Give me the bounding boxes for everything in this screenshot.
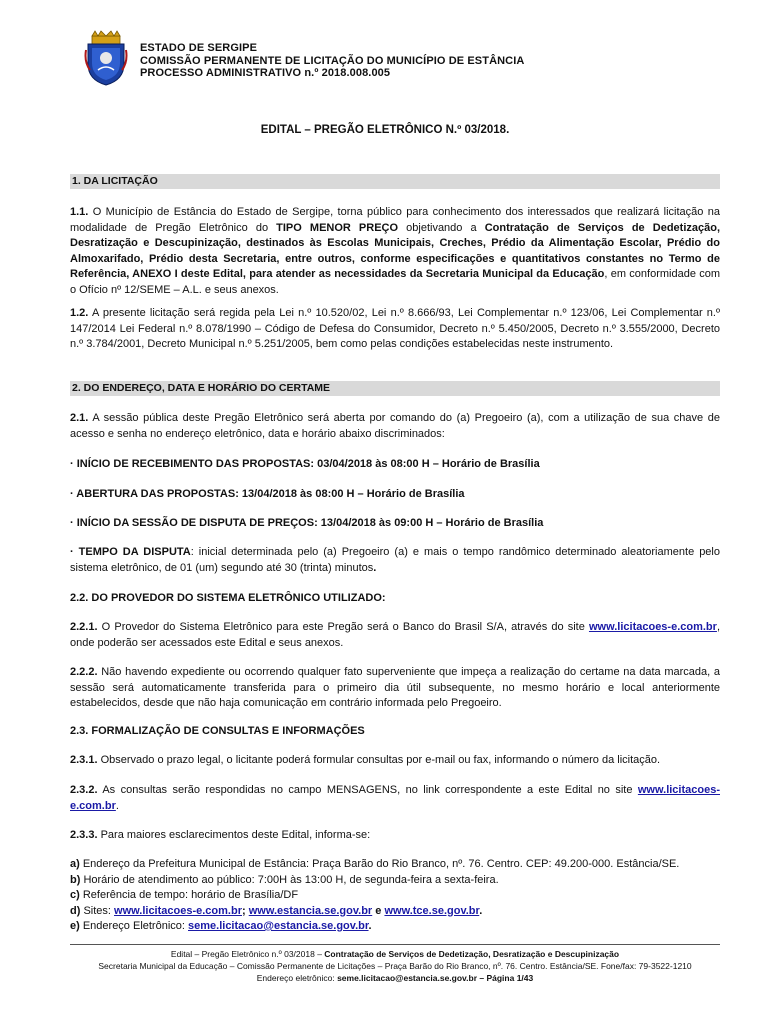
clause-text: A sessão pública deste Pregão Eletrônico será aberta por comando do (a) Pregoeiro (a), com a utilização de sua chave de acesso e senha no endereço eletrônico, data e horário abaixo discriminados: <box>70 412 720 440</box>
clause-number: 2.1. <box>70 412 89 424</box>
clause-bold: Contratação de Serviços de Dedetização, Desratização e Descupinização, destinados às Escolas Municipais, Creches, Prédio da Alimentação Escolar, Prédio do Almoxarifado, Prédio desta Secretaria, entre outros, conforme especificações e quantitativos constantes no Termo de Referência, ANEXO I deste Edital, para atender as necessidades da Secretaria Municipal da Educação <box>70 221 721 280</box>
clause-number: 2.3.1. <box>70 754 98 766</box>
clause-text: A presente licitação será regida pela Lei n.º 10.520/02, Lei n.º 8.666/93, Lei Complementar n.º 123/06, Lei Complementar n.º 147/2014 Lei Federal n.º 8.078/1990 – Código de Defesa do Consumidor, Decreto n.º 5.450/2005, Decreto n.º 3.555/2000, Decreto n.º 3.784/2001, Decreto Municipal n.º 5.251/2005, bem como pelas condições estabelecidas neste instrumento. <box>70 307 720 350</box>
info-item-hours <box>70 873 720 889</box>
header-commission: COMISSÃO PERMANENTE DE LICITAÇÃO DO MUNICÍPIO DE ESTÂNCIA <box>140 54 525 67</box>
clause-text: Observado o prazo legal, o licitante poderá formular consultas por e-mail ou fax, informando o número da licitação. <box>97 754 661 766</box>
estancia-site-link[interactable]: www.estancia.se.gov.br <box>248 904 373 917</box>
paragraph-2-3-3 <box>70 828 720 844</box>
item-key: c) <box>70 889 80 901</box>
header-state: ESTADO DE SERGIPE <box>140 42 258 54</box>
item-key: b) <box>70 873 81 886</box>
licitacoes-link[interactable]: www.licitacoes-e.com.br <box>588 621 717 633</box>
clause-number: 2.3.2. <box>70 784 98 796</box>
clause-text: , em conformidade com o Ofício nº 12/SEME – A.L. e seus anexos. <box>70 268 720 296</box>
item-text: Referência de tempo: horário de Brasília/DF <box>79 889 299 901</box>
tce-site-link[interactable]: www.tce.se.gov.br <box>384 904 480 917</box>
item-sep: e <box>372 904 385 917</box>
info-item-address <box>70 857 720 873</box>
section-heading-1: 1. DA LICITAÇÃO <box>70 174 720 189</box>
paragraph-1-2 <box>70 306 720 353</box>
schedule-item <box>70 457 720 473</box>
paragraph-2-2-1 <box>70 620 720 651</box>
licitacoes-link[interactable]: www.licitacoes-e.com.br <box>114 904 242 917</box>
item-sep: . <box>479 904 483 917</box>
clause-text: O Provedor do Sistema Eletrônico para este Pregão será o Banco do Brasil S/A, através do site <box>97 621 589 633</box>
clause-number: 2.2.1. <box>70 621 98 633</box>
licitacoes-link[interactable]: www.licitacoes-e.com.br <box>70 784 720 812</box>
info-item-sites <box>70 904 720 920</box>
document-title: EDITAL – PREGÃO ELETRÔNICO N.º 03/2018. <box>260 124 510 136</box>
schedule-text: · ABERTURA DAS PROPOSTAS: 13/04/2018 às 08:00 H – Horário de Brasília <box>70 488 465 500</box>
page-footer <box>70 944 720 984</box>
item-key: e) <box>70 920 80 932</box>
item-text: Sites: <box>80 904 115 917</box>
footer-text: Endereço eletrônico: <box>256 973 338 983</box>
schedule-text: : inicial determinada pelo (a) Pregoeiro (a) e mais o tempo randômico determinado aleatoriamente pelo sistema eletrônico, de 01 (um) segundo até 30 (trinta) minutos <box>70 546 720 574</box>
subsection-heading-2-2 <box>70 591 720 607</box>
item-key: a) <box>70 858 80 870</box>
footer-bold: seme.licitacao@estancia.se.gov.br – Página 1/43 <box>337 973 534 983</box>
schedule-text: · INÍCIO DE RECEBIMENTO DAS PROPOSTAS: 03/04/2018 às 08:00 H – Horário de Brasília <box>70 458 540 470</box>
clause-text: , onde poderão ser acessados este Edital e seus anexos. <box>70 621 720 649</box>
clause-text: . <box>115 799 119 812</box>
clause-bold: TIPO MENOR PREÇO <box>276 221 399 234</box>
email-link[interactable]: seme.licitacao@estancia.se.gov.br <box>188 920 369 932</box>
heading-text: 2.2. DO PROVEDOR DO SISTEMA ELETRÔNICO UTILIZADO: <box>70 592 386 604</box>
subsection-heading-2-3 <box>70 724 720 740</box>
footer-text: Edital – Pregão Eletrônico n.º 03/2018 – <box>170 949 325 959</box>
item-key: d) <box>70 904 81 917</box>
header-process: PROCESSO ADMINISTRATIVO n.º 2018.008.005 <box>140 67 391 79</box>
clause-text: O Município de Estância do Estado de Sergipe, torna público para conhecimento dos interessados que realizará licitação na modalidade de Pregão Eletrônico do <box>70 206 720 234</box>
heading-text: 2.3. FORMALIZAÇÃO DE CONSULTAS E INFORMAÇÕES <box>70 725 365 737</box>
municipal-crest-logo <box>84 30 128 86</box>
paragraph-2-1 <box>70 411 720 442</box>
item-sep: . <box>368 920 372 932</box>
paragraph-2-3-2 <box>70 783 720 814</box>
section-heading-2: 2. DO ENDEREÇO, DATA E HORÁRIO DO CERTAME <box>70 381 720 396</box>
footer-line-2: Secretaria Municipal da Educação – Comissão Permanente de Licitações – Praça Barão do Rio Branco, nº. 76. Centro. Estância/SE. Fone/fax: 79-3522-1210 <box>98 961 692 971</box>
schedule-punct: . <box>373 561 377 574</box>
document-header <box>140 42 524 80</box>
item-text: Horário de atendimento ao público: 7:00H às 13:00 H, de segunda-feira a sexta-feira. <box>80 873 499 886</box>
item-text: Endereço Eletrônico: <box>79 920 189 932</box>
info-item-time-reference <box>70 888 720 904</box>
schedule-item-dispute-time <box>70 545 720 576</box>
footer-bold: Contratação de Serviços de Dedetização, Desratização e Descupinização <box>324 949 620 959</box>
info-item-email <box>70 919 720 935</box>
paragraph-2-3-1 <box>70 753 720 769</box>
footer-line-3 <box>70 972 720 984</box>
clause-text: As consultas serão respondidas no campo MENSAGENS, no link correspondente a este Edital no site <box>97 784 638 796</box>
info-list <box>70 857 720 935</box>
paragraph-1-1 <box>70 205 720 298</box>
clause-text: Para maiores esclarecimentos deste Edital, informa-se: <box>97 829 371 841</box>
clause-number: 1.2. <box>70 307 89 319</box>
clause-number: 1.1. <box>70 206 89 218</box>
clause-number: 2.3.3. <box>70 829 98 841</box>
schedule-text: · INÍCIO DA SESSÃO DE DISPUTA DE PREÇOS: 13/04/2018 às 09:00 H – Horário de Brasília <box>70 517 544 529</box>
schedule-item <box>70 487 720 503</box>
item-text: Endereço da Prefeitura Municipal de Estância: Praça Barão do Rio Branco, nº. 76. Centro. CEP: 49.200-000. Estância/SE. <box>79 858 680 870</box>
item-sep: ; <box>241 904 249 917</box>
schedule-item <box>70 516 720 532</box>
paragraph-2-2-2 <box>70 665 720 712</box>
schedule-label: · TEMPO DA DISPUTA <box>70 546 191 558</box>
clause-number: 2.2.2. <box>70 666 98 678</box>
clause-text: Não havendo expediente ou ocorrendo qualquer fato superveniente que impeça a realização do certame na data marcada, a sessão será automaticamente transferida para o primeiro dia útil subsequente, no mesmo horário e local anteriormente estabelecidos, desde que não haja comunicação em contrário informada pelo Pregoeiro. <box>70 666 720 709</box>
clause-text: objetivando a <box>398 221 485 234</box>
footer-line-1 <box>70 948 720 960</box>
